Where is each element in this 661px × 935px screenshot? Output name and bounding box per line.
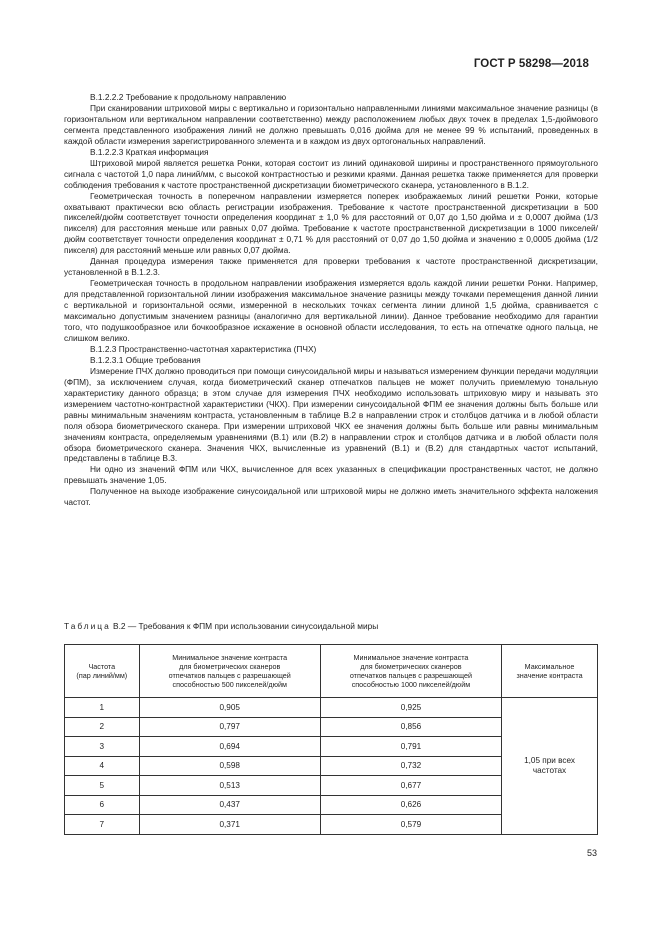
cell-min-500: 0,437	[139, 795, 320, 815]
cell-frequency: 1	[65, 698, 140, 718]
page-number: 53	[586, 848, 597, 858]
paragraph: Геометрическая точность в продольном направлении изображения измеряется вдоль каждой линии решетки Ронки. Например, для представленной горизонтальной линии изображения максимальное значение разницы между точками перемещения данной линии с вертикальной и горизонтальной осями, измеренной в нескольких точках сегмента линии длиной 1,5 дюйма, сравнивается с максимально допустимым значением разницы (аналогично для вертикальной линии). Данное требование необходимо для гарантии того, что подушкообразное или бочкообразное искажение в основной области исследования, то есть на отпечатке одного пальца, не слишком велико.	[64, 278, 598, 343]
cell-min-500: 0,598	[139, 756, 320, 776]
cell-max-contrast: 1,05 при всех частотах	[502, 698, 598, 835]
cell-min-1000: 0,791	[320, 737, 501, 757]
paragraph: В.1.2.2.2 Требование к продольному направлению	[90, 92, 287, 102]
cell-min-1000: 0,626	[320, 795, 501, 815]
paragraph: Данная процедура измерения также применяется для проверки требования к частоте пространственной дискретизации, установленной в В.1.2.3.	[64, 256, 598, 278]
cell-min-500: 0,371	[139, 815, 320, 835]
header-min-1000: Минимальное значение контраста для биометрических сканеров отпечатков пальцев с разрешающей способностью 1000 пикселей/дюйм	[320, 645, 501, 698]
table-header-row	[65, 645, 598, 698]
cell-frequency: 3	[65, 737, 140, 757]
table-caption	[64, 621, 598, 631]
paragraph: В.1.2.3 Пространственно-частотная характеристика (ПЧХ)	[90, 343, 317, 354]
table-caption-word: Таблица	[64, 621, 111, 631]
cell-min-500: 0,905	[139, 698, 320, 718]
paragraph: Ни одно из значений ФПМ или ЧКХ, вычисленное для всех указанных в спецификации пространственных частот, не должно превышать значение 1,05.	[64, 464, 598, 486]
cell-min-500: 0,797	[139, 717, 320, 737]
cell-frequency: 4	[65, 756, 140, 776]
cell-min-1000: 0,925	[320, 698, 501, 718]
paragraph: При сканировании штриховой миры с вертикально и горизонтально направленными линиями максимальное значение разницы (в горизонтальном или вертикальном направлении соответственно) между расположением любых двух точек в пределах 1,5-дюймового сегмента представленного изображения линий не должно превышать 0,016 дюйма для не менее 99 % испытаний, проведенных в каждой области измерения зарегистрированного элемента и в каждом из двух ортогональных направлений.	[64, 102, 598, 146]
header-frequency: Частота (пар линий/мм)	[65, 645, 140, 698]
cell-frequency: 5	[65, 776, 140, 796]
paragraph: Штриховой мирой является решетка Ронки, которая состоит из линий одинаковой ширины и пространственного прямоугольного сигнала с частотой 1,0 пара линий/мм, с высокой контрастностью и резкими краями. Данная решетка также применяется для проверки соблюдения требования к частоте пространственной дискретизации биометрического сканера, установленного в В.1.2.	[64, 157, 598, 190]
contrast-table	[64, 644, 598, 835]
body-text	[64, 92, 598, 508]
table-caption-text: В.2 — Требования к ФПМ при использовании синусоидальной миры	[113, 621, 379, 631]
cell-min-1000: 0,732	[320, 756, 501, 776]
cell-frequency: 7	[65, 815, 140, 835]
header-max: Максимальное значение контраста	[502, 645, 598, 698]
paragraph: Измерение ПЧХ должно проводиться при помощи синусоидальной миры и называться измерением функции передачи модуляции (ФПМ), за исключением случая, когда биометрический сканер отпечатков пальцев не может получить приемлемую тональную характеристику данного образца; в этом случае для измерения ПЧХ необходимо использовать штриховую миру и называть это измерением частотно-контрастной характеристики (ЧКХ). При измерении синусоидальной ФПМ ее значения должны быть больше или равны минимальным значениям контраста, установленным в таблице В.2 в направлении строк и столбцов датчика и в любой области поля обзора биометрического сканера. При измерении штриховой ЧКХ ее значения должны быть больше или равны минимальным значениям контраста, определяемым уравнениями (В.1) или (В.2) в направлении строк и столбцов датчика и в любой области поля обзора биометрического сканера. Значения ЧКХ, вычисленные из уравнений (В.1) и (В.2) для стандартных частот испытаний, представлены в таблице В.3.	[64, 365, 598, 464]
paragraph: Геометрическая точность в поперечном направлении измеряется поперек изображаемых линий решетки Ронки, которые охватывают практически всю область регистрации изображения. Требование к частоте пространственной дискретизации в 500 пикселей/дюйм соответствует точности определения координат ± 1,0 % для расстояний от 0,07 до 1,50 дюйма и ± 0,0007 дюйма (1/3 пикселя) для расстояния меньше или равных 0,07 дюйма. Требование к частоте пространственной дискретизации в 1000 пикселей/дюйм соответствует точности определения координат ± 0,71 % для расстояний от 0,07 до 1,50 дюйма и значению ± 0,0005 дюйма (1/2 пикселя) для расстояний меньше или равных 0,07 дюйма.	[64, 190, 598, 256]
cell-min-500: 0,513	[139, 776, 320, 796]
paragraph: В.1.2.3.1 Общие требования	[90, 354, 201, 365]
cell-min-1000: 0,856	[320, 717, 501, 737]
paragraph: Полученное на выходе изображение синусоидальной или штриховой миры не должно иметь значительного эффекта наложения частот.	[64, 486, 598, 508]
cell-min-500: 0,694	[139, 737, 320, 757]
cell-frequency: 6	[65, 795, 140, 815]
cell-min-1000: 0,677	[320, 776, 501, 796]
document-header: ГОСТ Р 58298—2018	[473, 58, 589, 70]
header-min-500: Минимальное значение контраста для биометрических сканеров отпечатков пальцев с разрешающей способностью 500 пикселей/дюйм	[139, 645, 320, 698]
cell-frequency: 2	[65, 717, 140, 737]
paragraph: В.1.2.2.3 Краткая информация	[90, 146, 209, 157]
cell-min-1000: 0,579	[320, 815, 501, 835]
table-row	[65, 698, 598, 718]
